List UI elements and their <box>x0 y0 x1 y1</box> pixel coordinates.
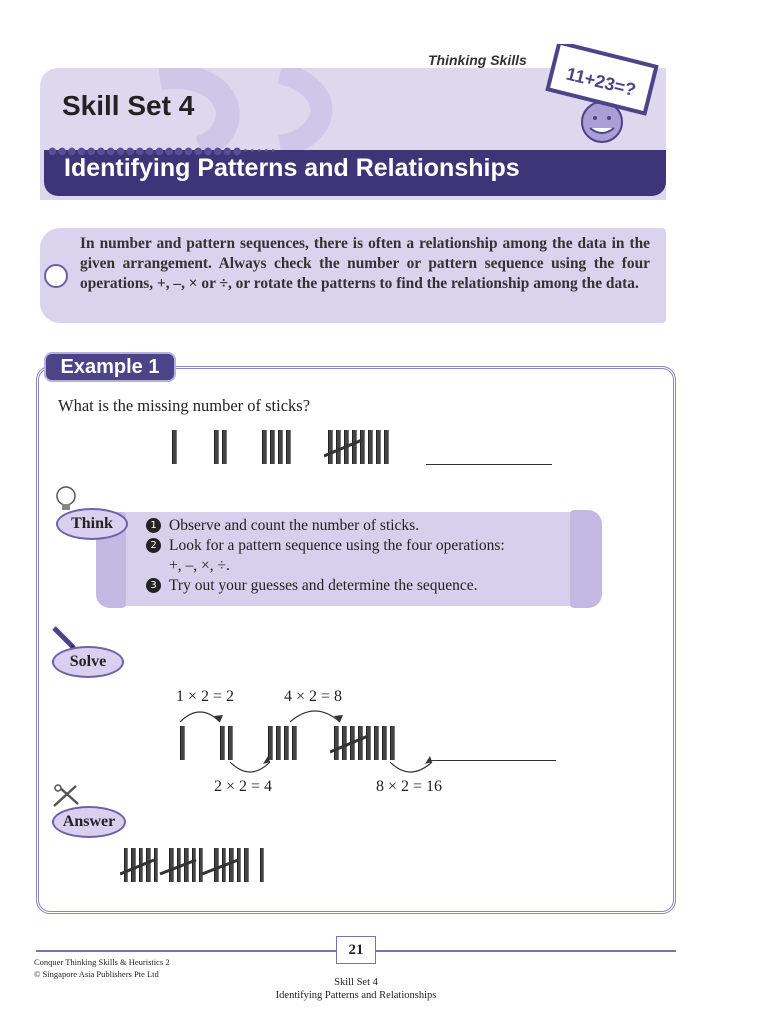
equation-bottom-1: 2 × 2 = 4 <box>214 778 273 795</box>
stick <box>262 430 267 464</box>
answer-label: Answer <box>52 806 126 838</box>
page-number: 21 <box>336 936 376 964</box>
stick <box>260 848 264 882</box>
equation-top-2: 4 × 2 = 8 <box>284 688 343 705</box>
think-steps <box>146 516 576 596</box>
step-badge-1: 1 <box>146 518 161 533</box>
mascot-sign-text: 11+23=? <box>564 63 638 101</box>
stick <box>172 430 177 464</box>
footer-credits <box>34 956 170 980</box>
skill-set-label: Skill Set 4 <box>62 90 195 121</box>
footer-skill-set: Skill Set 4 <box>334 977 378 988</box>
footer-chapter <box>220 976 492 1002</box>
think-step-3 <box>146 576 576 596</box>
sequence-term-2 <box>214 430 227 464</box>
footer-chapter-title: Identifying Patterns and Relationships <box>275 990 437 1001</box>
decorative-dots: ●●●●●●●●●●●●●●●●●●●●••••• <box>48 146 278 157</box>
step-text-3: Try out your guesses and determine the sequence. <box>169 577 478 594</box>
sequence-term-1 <box>172 430 177 464</box>
stick <box>270 430 275 464</box>
question-text: What is the missing number of sticks? <box>58 396 311 415</box>
stick <box>214 430 219 464</box>
tag-hole-icon <box>44 264 68 288</box>
stick <box>376 430 381 464</box>
step-badge-3: 3 <box>146 578 161 593</box>
stick <box>368 430 373 464</box>
answer-sticks <box>124 848 264 884</box>
step-badge-2: 2 <box>146 538 161 553</box>
step-text-1: Observe and count the number of sticks. <box>169 517 420 534</box>
stick <box>222 430 227 464</box>
solve-label: Solve <box>52 646 124 678</box>
intro-text: In number and pattern sequences, there is often a relationship among the data in the given arrangement. Always check the number or pattern sequence using the four operations, +, –, × or ÷, or rotate the patterns to find the relationship among the data. <box>80 235 650 292</box>
series-label: Thinking Skills <box>428 52 527 68</box>
stick <box>384 430 389 464</box>
sequence-term-4 <box>328 430 390 466</box>
example-tab: Example 1 <box>44 352 176 382</box>
mascot-with-sign-icon <box>538 44 666 148</box>
equation-bottom-2: 8 × 2 = 16 <box>376 778 443 795</box>
publisher: © Singapore Asia Publishers Pte Ltd <box>34 969 159 979</box>
think-step-2-cont <box>146 556 576 576</box>
equation-top-1: 1 × 2 = 2 <box>176 688 235 705</box>
stick <box>286 430 291 464</box>
tally-strike <box>324 430 364 466</box>
step-text-2-cont: +, –, ×, ÷. <box>169 557 230 574</box>
step-text-2: Look for a pattern sequence using the four operations: <box>169 537 505 554</box>
think-label: Think <box>56 508 128 540</box>
stick <box>278 430 283 464</box>
sequence-arrows <box>170 700 470 780</box>
page-title: Identifying Patterns and Relationships <box>64 154 520 182</box>
sequence-term-3 <box>262 430 291 464</box>
think-step-1 <box>146 516 576 536</box>
book-title: Conquer Thinking Skills & Heuristics 2 <box>34 957 170 967</box>
tally-strikes <box>120 848 260 884</box>
think-step-2 <box>146 536 576 556</box>
answer-blank <box>426 464 552 465</box>
